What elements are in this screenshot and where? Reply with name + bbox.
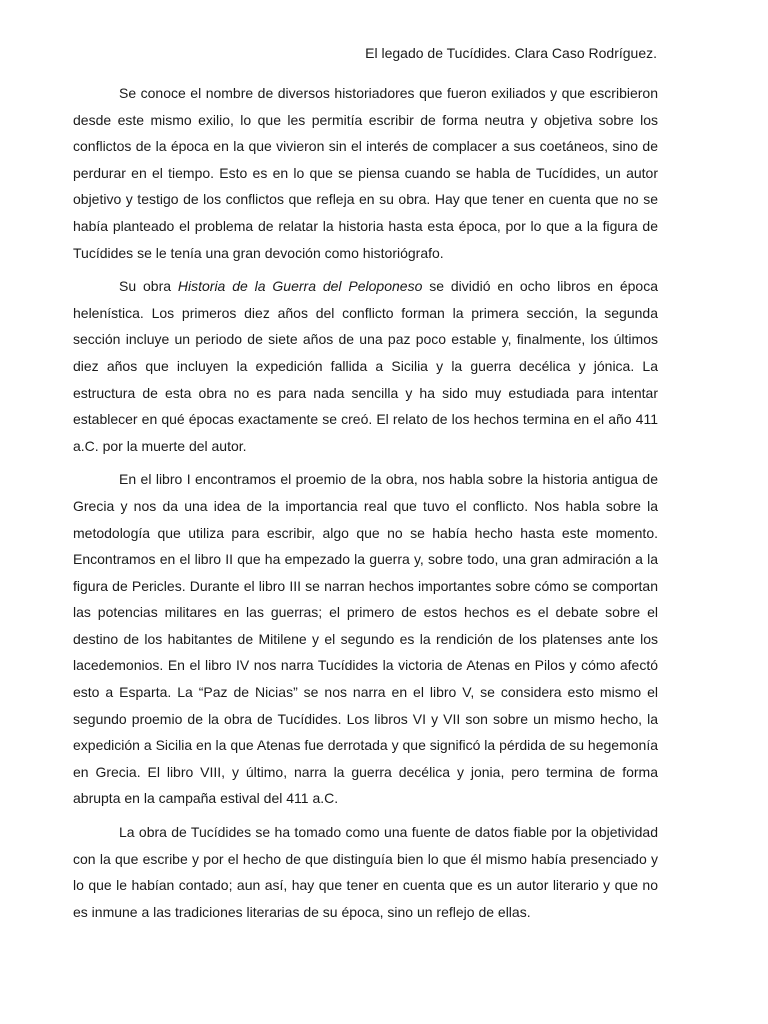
paragraph-2: [73, 273, 658, 459]
paragraph-2-rest: se dividió en ocho libros en época helenística. Los primeros diez años del conflicto forman la primera sección, la segunda sección incluye un periodo de siete años de una paz poco estable y, finalmente, los últimos diez años que incluyen la expedición fallida a Sicilia y la guerra decélica y jónica. La estructura de esta obra no es para nada sencilla y ha sido muy estudiada para intentar establecer en qué épocas exactamente se creó. El relato de los hechos termina en el año 411 a.C. por la muerte del autor.: [73, 278, 659, 454]
document-header: El legado de Tucídides. Clara Caso Rodríguez.: [365, 45, 657, 61]
paragraph-3: En el libro I encontramos el proemio de la obra, nos habla sobre la historia antigua de Grecia y nos da una idea de la importancia real que tuvo el conflicto. Nos habla sobre la metodología que utiliza para escribir, algo que no se había hecho hasta este momento. Encontramos en el libro II que ha empezado la guerra y, sobre todo, una gran admiración a la figura de Pericles. Durante el libro III se narran hechos importantes sobre cómo se comportan las potencias militares en las guerras; el primero de estos hechos es el debate sobre el destino de los habitantes de Mitilene y el segundo es la rendición de los platenses ante los lacedemonios. En el libro IV nos narra Tucídides la victoria de Atenas en Pilos y cómo afectó esto a Esparta. La “Paz de Nicias” se nos narra en el libro V, se considera esto mismo el segundo proemio de la obra de Tucídides. Los libros VI y VII son sobre un mismo hecho, la expedición a Sicilia en la que Atenas fue derrotada y que significó la pérdida de su hegemonía en Grecia. El libro VIII, y último, narra la guerra decélica y jonia, pero termina de forma abrupta en la campaña estival del 411 a.C.: [73, 471, 658, 807]
paragraph-4: La obra de Tucídides se ha tomado como una fuente de datos fiable por la objetividad con la que escribe y por el hecho de que distinguía bien lo que él mismo había presenciado y lo que le habían contado; aun así, hay que tener en cuenta que es un autor literario y que no es inmune a las tradiciones literarias de su época, sino un reflejo de ellas.: [73, 824, 658, 920]
work-title: Historia de la Guerra del Peloponeso: [177, 278, 423, 295]
document-body: [73, 80, 658, 932]
paragraph-2-start: Su obra: [119, 278, 178, 295]
paragraph-1: Se conoce el nombre de diversos historiadores que fueron exiliados y que escribieron desde este mismo exilio, lo que les permitía escribir de forma neutra y objetiva sobre los conflictos de la época en la que vivieron sin el interés de complacer a sus coetáneos, sino de perdurar en el tiempo. Esto es en lo que se piensa cuando se habla de Tucídides, un autor objetivo y testigo de los conflictos que refleja en su obra. Hay que tener en cuenta que no se había planteado el problema de relatar la historia hasta esta época, por lo que a la figura de Tucídides se le tenía una gran devoción como historiógrafo.: [73, 85, 658, 261]
